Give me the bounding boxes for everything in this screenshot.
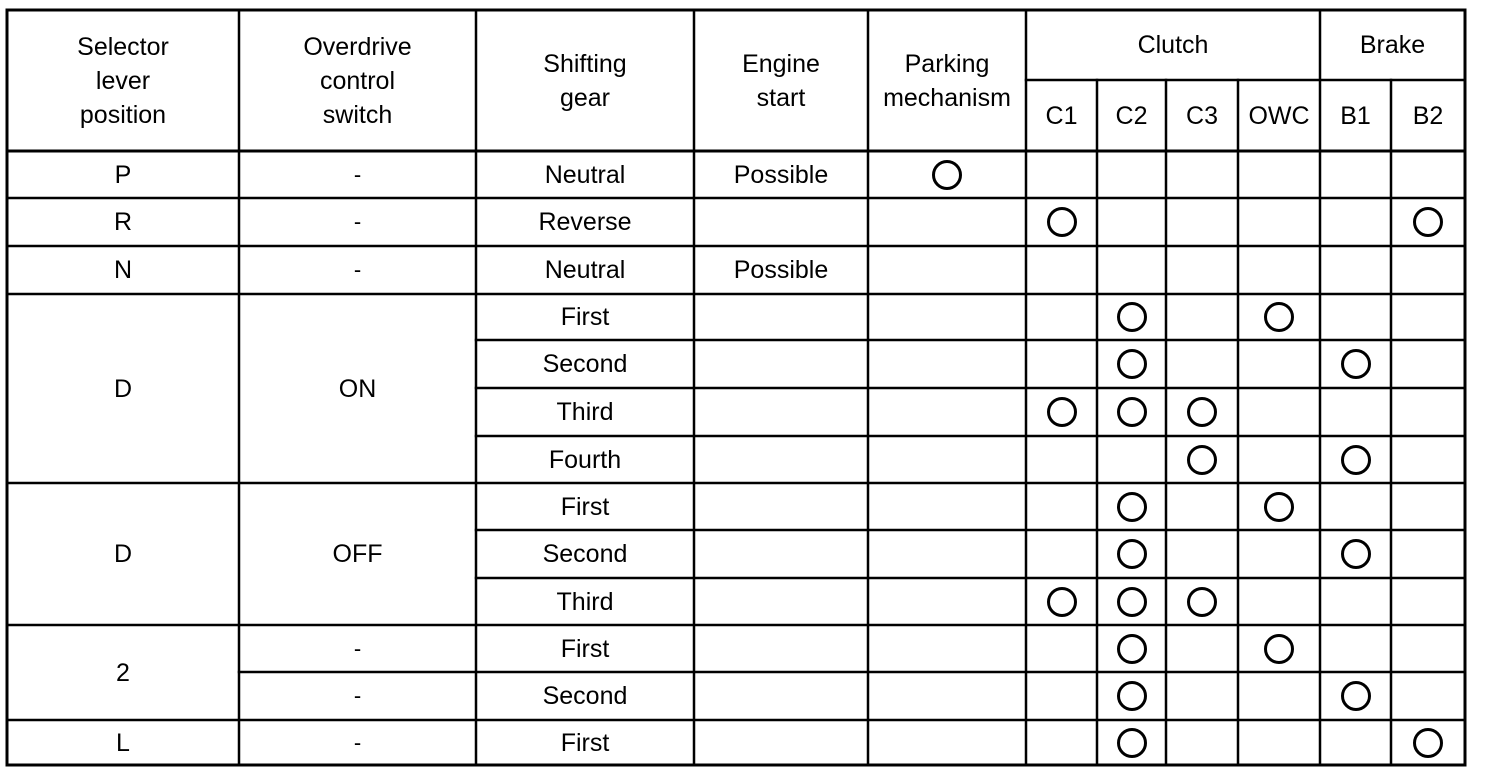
c2-cell (1097, 151, 1166, 198)
selector-position: D (113, 540, 133, 568)
b2-cell (1391, 483, 1465, 530)
selector-position: N (113, 256, 133, 284)
c1-cell (1026, 530, 1097, 578)
applied-circle-icon (1341, 445, 1371, 475)
overdrive-switch: - (353, 729, 362, 755)
parking-cell (868, 246, 1026, 294)
header-overdrive-control-switch: Overdrive control switch (303, 32, 412, 129)
c1-cell (1026, 578, 1097, 625)
c3-cell (1166, 672, 1238, 720)
overdrive-switch: - (353, 209, 362, 234)
b2-cell (1391, 530, 1465, 578)
c1-cell (1026, 151, 1097, 198)
b1-cell (1320, 151, 1391, 198)
parking-cell (868, 720, 1026, 765)
b2-cell (1391, 720, 1465, 765)
c1-cell (1026, 294, 1097, 340)
header-brake: Brake (1359, 31, 1426, 59)
c3-cell (1166, 578, 1238, 625)
b2-cell (1391, 436, 1465, 483)
b2-cell (1391, 246, 1465, 294)
overdrive-switch: ON (338, 374, 377, 403)
c3-cell (1166, 530, 1238, 578)
c2-cell (1097, 246, 1166, 294)
c1-cell (1026, 340, 1097, 388)
c3-cell (1166, 388, 1238, 436)
c2-cell (1097, 198, 1166, 246)
engine-start-cell (694, 483, 868, 530)
applied-circle-icon (1117, 397, 1147, 427)
c1-cell (1026, 672, 1097, 720)
parking-cell (868, 436, 1026, 483)
owc-cell (1238, 246, 1320, 294)
owc-cell (1238, 198, 1320, 246)
owc-cell (1238, 625, 1320, 672)
shifting-gear-cell: First (560, 492, 610, 521)
applied-circle-icon (1341, 349, 1371, 379)
applied-circle-icon (1117, 539, 1147, 569)
shifting-gear-cell: Neutral (544, 160, 626, 189)
header-b1: B1 (1340, 101, 1371, 130)
owc-cell (1238, 578, 1320, 625)
applied-circle-icon (1047, 207, 1077, 237)
header-shifting-gear: Shifting gear (543, 49, 627, 112)
owc-cell (1238, 672, 1320, 720)
selector-position: D (113, 374, 133, 403)
c3-cell (1166, 720, 1238, 765)
c2-cell (1097, 294, 1166, 340)
applied-circle-icon (1264, 492, 1294, 522)
shifting-gear-cell: Reverse (538, 208, 632, 236)
applied-circle-icon (1413, 728, 1443, 758)
applied-circle-icon (1264, 302, 1294, 332)
selector-position: R (113, 208, 133, 236)
parking-cell (868, 530, 1026, 578)
engine-start-cell (694, 578, 868, 625)
engine-start-cell (694, 388, 868, 436)
b1-cell (1320, 436, 1391, 483)
b2-cell (1391, 151, 1465, 198)
shifting-gear-cell: Second (542, 540, 628, 568)
header-clutch: Clutch (1137, 31, 1209, 59)
b1-cell (1320, 246, 1391, 294)
engine-start-cell (694, 436, 868, 483)
b2-cell (1391, 578, 1465, 625)
c3-cell (1166, 625, 1238, 672)
c2-cell (1097, 578, 1166, 625)
owc-cell (1238, 388, 1320, 436)
b2-cell (1391, 625, 1465, 672)
engine-start-cell (694, 198, 868, 246)
parking-cell (868, 672, 1026, 720)
applied-circle-icon (1117, 587, 1147, 617)
applied-circle-icon (1187, 397, 1217, 427)
parking-cell (868, 388, 1026, 436)
b2-cell (1391, 294, 1465, 340)
header-owc: OWC (1248, 101, 1310, 130)
shifting-gear-cell: First (560, 728, 610, 757)
b1-cell (1320, 388, 1391, 436)
b2-cell (1391, 672, 1465, 720)
selector-position: 2 (116, 658, 130, 687)
c1-cell (1026, 720, 1097, 765)
c2-cell (1097, 625, 1166, 672)
header-c1: C1 (1045, 101, 1078, 130)
applied-circle-icon (1117, 728, 1147, 758)
header-b2: B2 (1412, 101, 1444, 130)
c1-cell (1026, 198, 1097, 246)
c3-cell (1166, 198, 1238, 246)
header-engine-start: Engine start (742, 49, 820, 112)
shifting-gear-cell: Second (542, 682, 628, 710)
applied-circle-icon (1117, 634, 1147, 664)
applied-circle-icon (1117, 302, 1147, 332)
c2-cell (1097, 483, 1166, 530)
applied-circle-icon (1341, 539, 1371, 569)
applied-circle-icon (1117, 349, 1147, 379)
c1-cell (1026, 436, 1097, 483)
owc-cell (1238, 720, 1320, 765)
c1-cell (1026, 246, 1097, 294)
applied-circle-icon (1047, 397, 1077, 427)
b1-cell (1320, 340, 1391, 388)
c2-cell (1097, 340, 1166, 388)
parking-cell (868, 483, 1026, 530)
c3-cell (1166, 151, 1238, 198)
parking-cell (868, 340, 1026, 388)
parking-cell (868, 294, 1026, 340)
applied-circle-icon (1187, 587, 1217, 617)
c1-cell (1026, 483, 1097, 530)
b1-cell (1320, 578, 1391, 625)
header-c3: C3 (1186, 101, 1218, 130)
applied-circle-icon (1264, 634, 1294, 664)
c2-cell (1097, 436, 1166, 483)
c2-cell (1097, 720, 1166, 765)
applied-circle-icon (1117, 681, 1147, 711)
engine-start-cell (694, 672, 868, 720)
engine-start-cell (694, 294, 868, 340)
c2-cell (1097, 530, 1166, 578)
shifting-gear-cell: First (560, 303, 610, 331)
c2-cell (1097, 672, 1166, 720)
overdrive-switch: - (353, 257, 362, 282)
c1-cell (1026, 388, 1097, 436)
b1-cell (1320, 483, 1391, 530)
b1-cell (1320, 294, 1391, 340)
c3-cell (1166, 436, 1238, 483)
shifting-gear-cell: First (560, 634, 610, 663)
header-selector-lever-position: Selector lever position (77, 32, 169, 129)
shifting-gear-cell: Fourth (548, 445, 622, 474)
owc-cell (1238, 436, 1320, 483)
applied-circle-icon (932, 160, 962, 190)
overdrive-switch: - (353, 635, 362, 661)
applied-circle-icon (1047, 587, 1077, 617)
engine-start-cell: Possible (733, 160, 829, 189)
b2-cell (1391, 340, 1465, 388)
b1-cell (1320, 720, 1391, 765)
b1-cell (1320, 198, 1391, 246)
selector-position: P (114, 160, 132, 189)
shifting-gear-cell: Second (542, 350, 628, 378)
b2-cell (1391, 198, 1465, 246)
parking-cell (868, 578, 1026, 625)
header-parking-mechanism: Parking mechanism (883, 49, 1011, 112)
b1-cell (1320, 625, 1391, 672)
c3-cell (1166, 246, 1238, 294)
c3-cell (1166, 483, 1238, 530)
parking-cell (868, 198, 1026, 246)
engine-start-cell (694, 530, 868, 578)
shifting-gear-cell: Third (556, 587, 614, 616)
overdrive-switch: - (353, 683, 362, 708)
owc-cell (1238, 151, 1320, 198)
owc-cell (1238, 530, 1320, 578)
engine-start-cell (694, 720, 868, 765)
engine-start-cell: Possible (733, 256, 829, 284)
shifting-gear-cell: Neutral (544, 256, 626, 284)
b2-cell (1391, 388, 1465, 436)
owc-cell (1238, 294, 1320, 340)
c3-cell (1166, 340, 1238, 388)
b1-cell (1320, 672, 1391, 720)
owc-cell (1238, 483, 1320, 530)
applied-circle-icon (1117, 492, 1147, 522)
applied-circle-icon (1187, 445, 1217, 475)
header-c2: C2 (1115, 101, 1148, 130)
applied-circle-icon (1341, 681, 1371, 711)
selector-position: L (116, 728, 130, 757)
c2-cell (1097, 388, 1166, 436)
c1-cell (1026, 625, 1097, 672)
parking-cell (868, 625, 1026, 672)
c3-cell (1166, 294, 1238, 340)
parking-cell (868, 151, 1026, 198)
overdrive-switch: - (353, 161, 362, 187)
b1-cell (1320, 530, 1391, 578)
engine-start-cell (694, 625, 868, 672)
applied-circle-icon (1413, 207, 1443, 237)
engine-start-cell (694, 340, 868, 388)
owc-cell (1238, 340, 1320, 388)
shifting-gear-cell: Third (556, 398, 614, 426)
overdrive-switch: OFF (332, 540, 383, 568)
